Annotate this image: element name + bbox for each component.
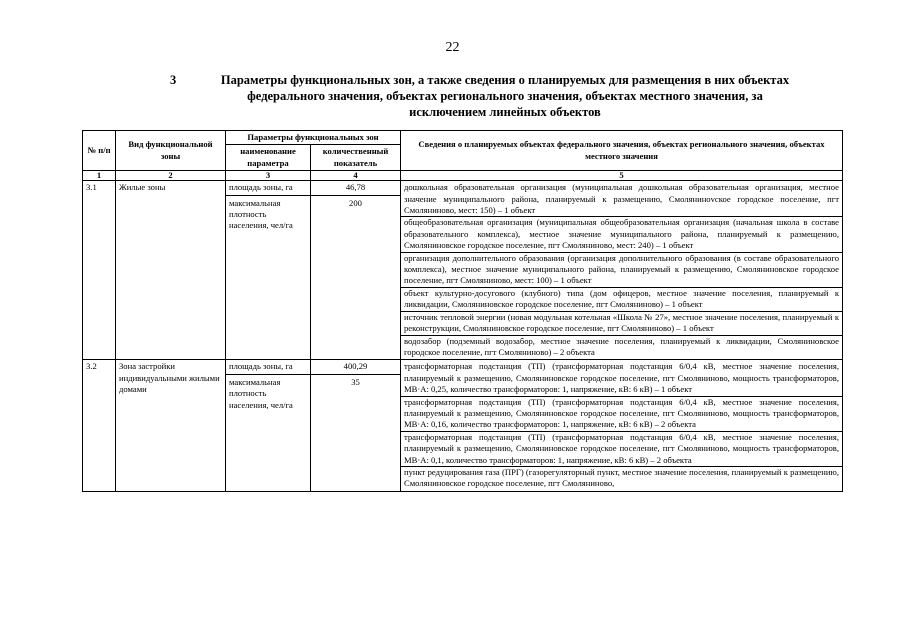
row-zone: Жилые зоны [116,181,226,360]
column-numbers-row [83,171,843,181]
param-name: площадь зоны, га [226,182,310,195]
page-number: 22 [445,40,460,55]
param-name: максимальная плотность населения, чел/га [229,376,293,410]
section-title [170,72,800,120]
row-num: 3.1 [83,181,116,360]
planned-object: трансформаторная подстанция (ТП) (трансформаторная подстанция 6/0,4 кВ, местное значение поселения, планируемый к размещению, Смоляниновское городское поселение, пгт Смоляниново, мощность трансформаторов, МВ·А: 0,16, количество трансформаторов: 1, напряжение, кВ: 6 кВ) – 2 объекта [401,396,842,431]
param-value: 35 [351,376,360,387]
planned-object: организация дополнительного образования (организация дополнительного образования (в составе образовательного комплекса), местное значение муниципального района, планируемый к размещению, Смоляниновское городское поселение, пгт Смоляниново, мест: 100) – 1 объект [401,252,842,287]
planned-object: трансформаторная подстанция (ТП) (трансформаторная подстанция 6/0,4 кВ, местное значение поселения, планируемый к размещению, Смоляниновское городское поселение, пгт Смоляниново, мощность трансформаторов, МВ·А: 0,25, количество трансформаторов: 1, напряжение, кВ: 6 кВ) – 1 объект [404,361,839,395]
column-number: 1 [83,171,116,181]
row-objects [401,181,843,360]
planned-object: трансформаторная подстанция (ТП) (трансформаторная подстанция 6/0,4 кВ, местное значение поселения, планируемый к размещению, Смоляниновское городское поселение, пгт Смоляниново, мощность трансформаторов, МВ·А: 0,1, количество трансформаторов: 1, напряжение, кВ: 6 кВ) – 2 объекта [401,431,842,466]
param-value: 200 [349,197,362,208]
column-number: 4 [311,171,401,181]
row-param-names [226,181,311,360]
header-params-group: Параметры функциональных зон [226,131,401,145]
section-number: 3 [170,73,177,87]
planned-object: дошкольная образовательная организация (муниципальная дошкольная образовательная организация, местное значение муниципального района, планируемый к размещению, Смолянинovское городское поселение, пгт Смоляниново, мест: 150) – 1 объект [404,182,839,216]
planned-object: источник тепловой энергии (новая модульная котельная «Школа № 27», местное значение поселения, планируемый к реконструкции, Смоляниновское городское поселение, пгт Смоляниново) – 1 объект [401,311,842,335]
param-name: площадь зоны, га [226,361,310,374]
row-param-values [311,181,401,360]
planned-object: пункт редуцирования газа (ПРГ) (газорегуляторный пункт, местное значение поселения, планируемый к размещению, Смоляниновское городское поселение, пгт Смоляниново, [401,466,842,490]
param-value: 46,78 [311,182,400,195]
row-param-values [311,360,401,491]
planned-object: общеобразовательная организация (муниципальная общеобразовательная организация (начальная школа в составе образовательного комплекса), местное значение муниципального района, планируемый к размещению, Смоляниновское городское поселение, пгт Смоляниново, мест: 240) – 1 объект [401,216,842,251]
parameters-table [82,130,843,492]
column-number: 3 [226,171,311,181]
header-zone-type: Вид функциональной зоны [116,131,226,171]
header-param-value: количественный показатель [311,145,401,171]
column-number: 5 [401,171,843,181]
row-num: 3.2 [83,360,116,491]
table-row [83,360,843,491]
row-objects [401,360,843,491]
table-row [83,181,843,360]
param-value: 400,29 [311,361,400,374]
header-objects: Сведения о планируемых объектах федерального значения, объектах регионального значения, объектах местного значения [401,131,843,171]
planned-object: водозабор (подземный водозабор, местное значение поселения, планируемый к ликвидации, Смоляниновское городское поселение, пгт Смоляниново) – 2 объекта [401,335,842,359]
column-number: 2 [116,171,226,181]
param-name: максимальная плотность населения, чел/га [229,197,293,231]
row-zone: Зона застройки индивидуальными жилыми домами [116,360,226,491]
section-title-text: Параметры функциональных зон, а также сведения о планируемых для размещения в них объектах федерального значения, объектах регионального значения, объектах местного значения, за исключением линейных объектов [220,73,790,119]
header-param-name: наименование параметра [226,145,311,171]
header-num: № п/п [83,131,116,171]
planned-object: объект культурно-досугового (клубного) типа (дом офицеров, местное значение поселения, планируемый к ликвидации, Смоляниновское городское поселение, пгт Смоляниново) – 1 объект [401,287,842,311]
row-param-names [226,360,311,491]
